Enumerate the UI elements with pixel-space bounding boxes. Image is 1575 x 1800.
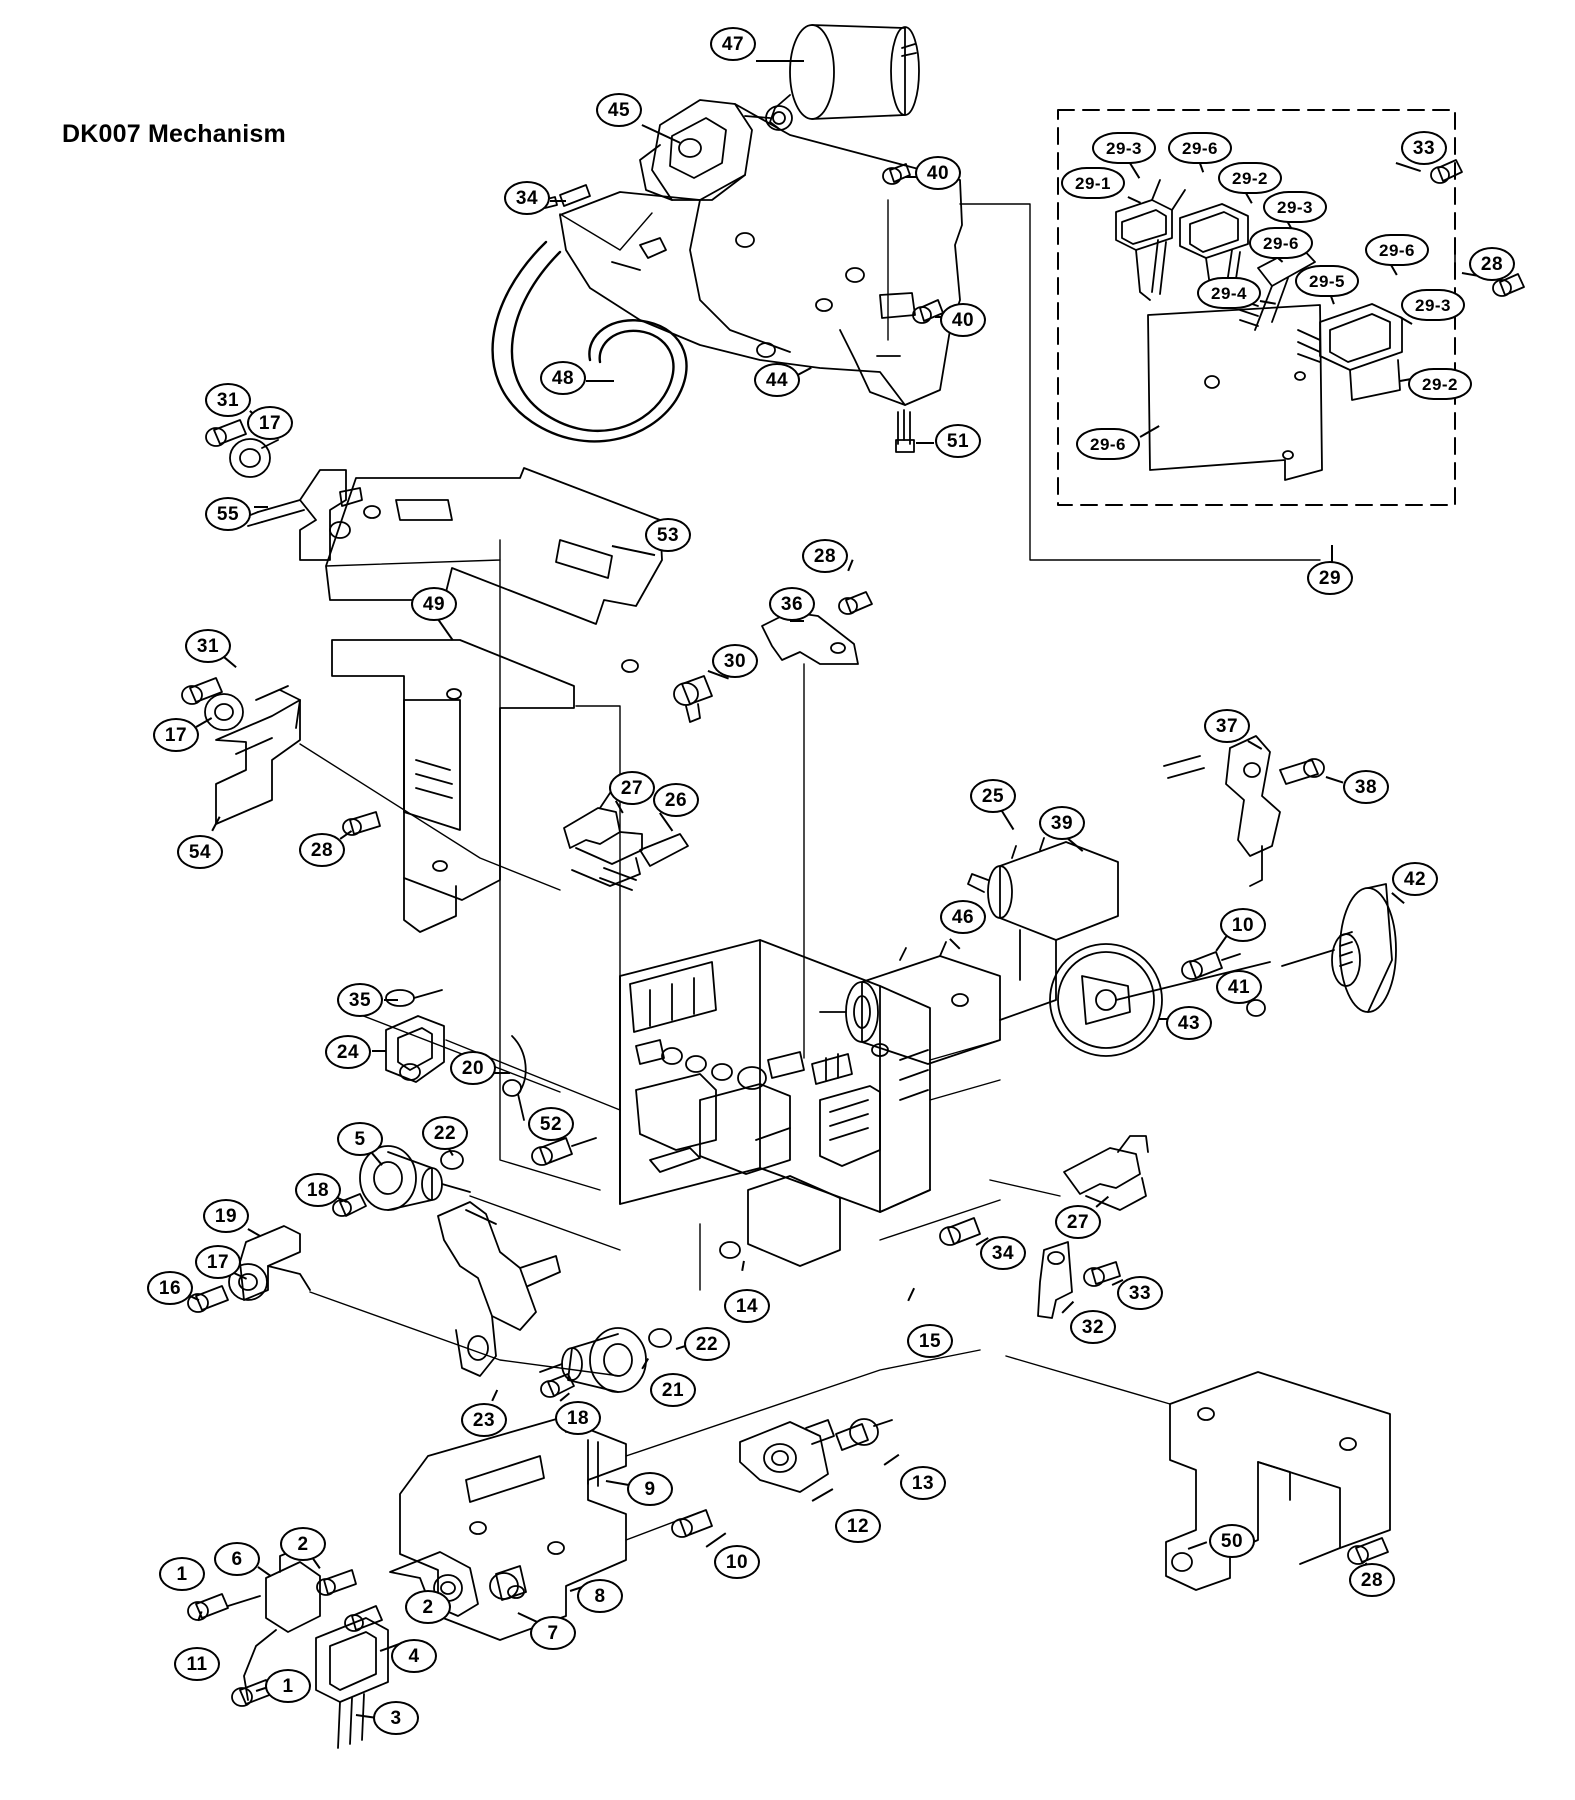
callout-11: 11 [174, 1647, 220, 1681]
leader-line [1248, 740, 1263, 749]
leader-line [491, 1390, 498, 1402]
callout-5: 5 [337, 1122, 383, 1156]
callout-10: 10 [1220, 908, 1266, 942]
leader-line [559, 1392, 569, 1401]
callout-13: 13 [900, 1466, 946, 1500]
callout-53: 53 [645, 518, 691, 552]
callout-9: 9 [627, 1472, 673, 1506]
leader-line [211, 816, 220, 831]
leader-line [1140, 425, 1160, 437]
callout-40: 40 [915, 156, 961, 190]
leader-line [1129, 162, 1140, 178]
callout-7: 7 [530, 1616, 576, 1650]
leader-line [706, 1532, 727, 1547]
callout-45: 45 [596, 93, 642, 127]
callout-1: 1 [159, 1557, 205, 1591]
leader-line [1188, 1541, 1207, 1549]
callout-42: 42 [1392, 862, 1438, 896]
callout-29-2: 29-2 [1408, 368, 1472, 400]
callout-33: 33 [1117, 1276, 1163, 1310]
leader-line [248, 1228, 261, 1236]
callout-35: 35 [337, 983, 383, 1017]
callout-17: 17 [247, 406, 293, 440]
leader-line [437, 618, 453, 640]
callout-28: 28 [1469, 247, 1515, 281]
callout-36: 36 [769, 587, 815, 621]
callout-43: 43 [1166, 1006, 1212, 1040]
callout-41: 41 [1216, 970, 1262, 1004]
leader-line [197, 1611, 202, 1621]
leader-line [1199, 163, 1204, 173]
callout-6: 6 [214, 1542, 260, 1576]
leader-line [1245, 192, 1252, 203]
leader-line [1260, 300, 1276, 304]
leader-line [612, 545, 655, 556]
callout-1: 1 [265, 1669, 311, 1703]
callout-22: 22 [422, 1116, 468, 1150]
callout-44: 44 [754, 363, 800, 397]
callout-55: 55 [205, 497, 251, 531]
callout-12: 12 [835, 1509, 881, 1543]
leader-line [371, 1152, 383, 1165]
leader-line [1326, 776, 1344, 783]
callout-14: 14 [724, 1289, 770, 1323]
callout-40: 40 [940, 303, 986, 337]
callout-25: 25 [970, 779, 1016, 813]
leader-line [340, 830, 352, 839]
leader-line [1061, 1301, 1073, 1313]
callout-51: 51 [935, 424, 981, 458]
callout-29-6: 29-6 [1249, 227, 1313, 259]
callout-27: 27 [1055, 1205, 1101, 1239]
leader-line [1215, 936, 1227, 952]
callout-28: 28 [1349, 1563, 1395, 1597]
callout-46: 46 [940, 900, 986, 934]
callout-19: 19 [203, 1199, 249, 1233]
callout-37: 37 [1204, 709, 1250, 743]
leader-line [254, 506, 268, 508]
callout-23: 23 [461, 1403, 507, 1437]
leader-line [642, 124, 681, 143]
callout-34: 34 [504, 181, 550, 215]
callout-18: 18 [555, 1401, 601, 1435]
callout-29-6: 29-6 [1365, 234, 1429, 266]
callout-54: 54 [177, 835, 223, 869]
leader-line [190, 1295, 200, 1301]
page-title: DK007 Mechanism [62, 120, 286, 148]
callout-17: 17 [153, 718, 199, 752]
callout-29-1: 29-1 [1061, 167, 1125, 199]
callout-47: 47 [710, 27, 756, 61]
callout-29: 29 [1307, 561, 1353, 595]
leader-line [949, 938, 960, 949]
callout-26: 26 [653, 783, 699, 817]
callout-31: 31 [205, 383, 251, 417]
leader-line [384, 999, 398, 1001]
callout-29-3: 29-3 [1401, 289, 1465, 321]
leader-line [586, 380, 614, 382]
callout-27: 27 [609, 771, 655, 805]
callout-20: 20 [450, 1051, 496, 1085]
leader-line [741, 1261, 744, 1271]
leader-line [196, 717, 212, 727]
callout-16: 16 [147, 1271, 193, 1305]
callout-29-6: 29-6 [1076, 428, 1140, 460]
leader-line [258, 1566, 272, 1576]
leader-line [223, 656, 236, 668]
leader-line [847, 559, 853, 571]
callout-34: 34 [980, 1236, 1026, 1270]
callout-29-4: 29-4 [1197, 277, 1261, 309]
leader-line [812, 1488, 834, 1501]
leader-line [372, 1050, 386, 1052]
callout-28: 28 [802, 539, 848, 573]
callout-17: 17 [195, 1245, 241, 1279]
callout-2: 2 [280, 1527, 326, 1561]
callout-10: 10 [714, 1545, 760, 1579]
callout-29-3: 29-3 [1263, 191, 1327, 223]
leader-line [494, 1072, 510, 1074]
leader-line [550, 200, 566, 202]
callout-30: 30 [712, 644, 758, 678]
callout-31: 31 [185, 629, 231, 663]
callout-8: 8 [577, 1579, 623, 1613]
callout-29-3: 29-3 [1092, 132, 1156, 164]
callout-22: 22 [684, 1327, 730, 1361]
callout-33: 33 [1401, 131, 1447, 165]
callout-15: 15 [907, 1324, 953, 1358]
callout-3: 3 [373, 1701, 419, 1735]
leader-line [916, 442, 934, 444]
callout-48: 48 [540, 361, 586, 395]
callout-52: 52 [528, 1107, 574, 1141]
leader-line [1128, 196, 1141, 203]
leader-line [606, 1480, 630, 1486]
leader-line [1001, 810, 1014, 830]
callout-32: 32 [1070, 1310, 1116, 1344]
callout-39: 39 [1039, 806, 1085, 840]
callout-49: 49 [411, 587, 457, 621]
leader-line [641, 1358, 648, 1369]
callout-21: 21 [650, 1373, 696, 1407]
callout-24: 24 [325, 1035, 371, 1069]
callout-29-5: 29-5 [1295, 265, 1359, 297]
callout-38: 38 [1343, 770, 1389, 804]
callout-50: 50 [1209, 1524, 1255, 1558]
callout-29-2: 29-2 [1218, 162, 1282, 194]
leader-line [756, 60, 804, 62]
leader-line [1095, 1196, 1108, 1208]
callout-4: 4 [391, 1639, 437, 1673]
callout-18: 18 [295, 1173, 341, 1207]
leader-line [884, 1454, 900, 1466]
callout-2: 2 [405, 1590, 451, 1624]
callout-28: 28 [299, 833, 345, 867]
leader-line [1391, 892, 1404, 904]
leader-line [907, 1288, 914, 1301]
callout-29-6: 29-6 [1168, 132, 1232, 164]
leader-line [234, 1272, 247, 1279]
